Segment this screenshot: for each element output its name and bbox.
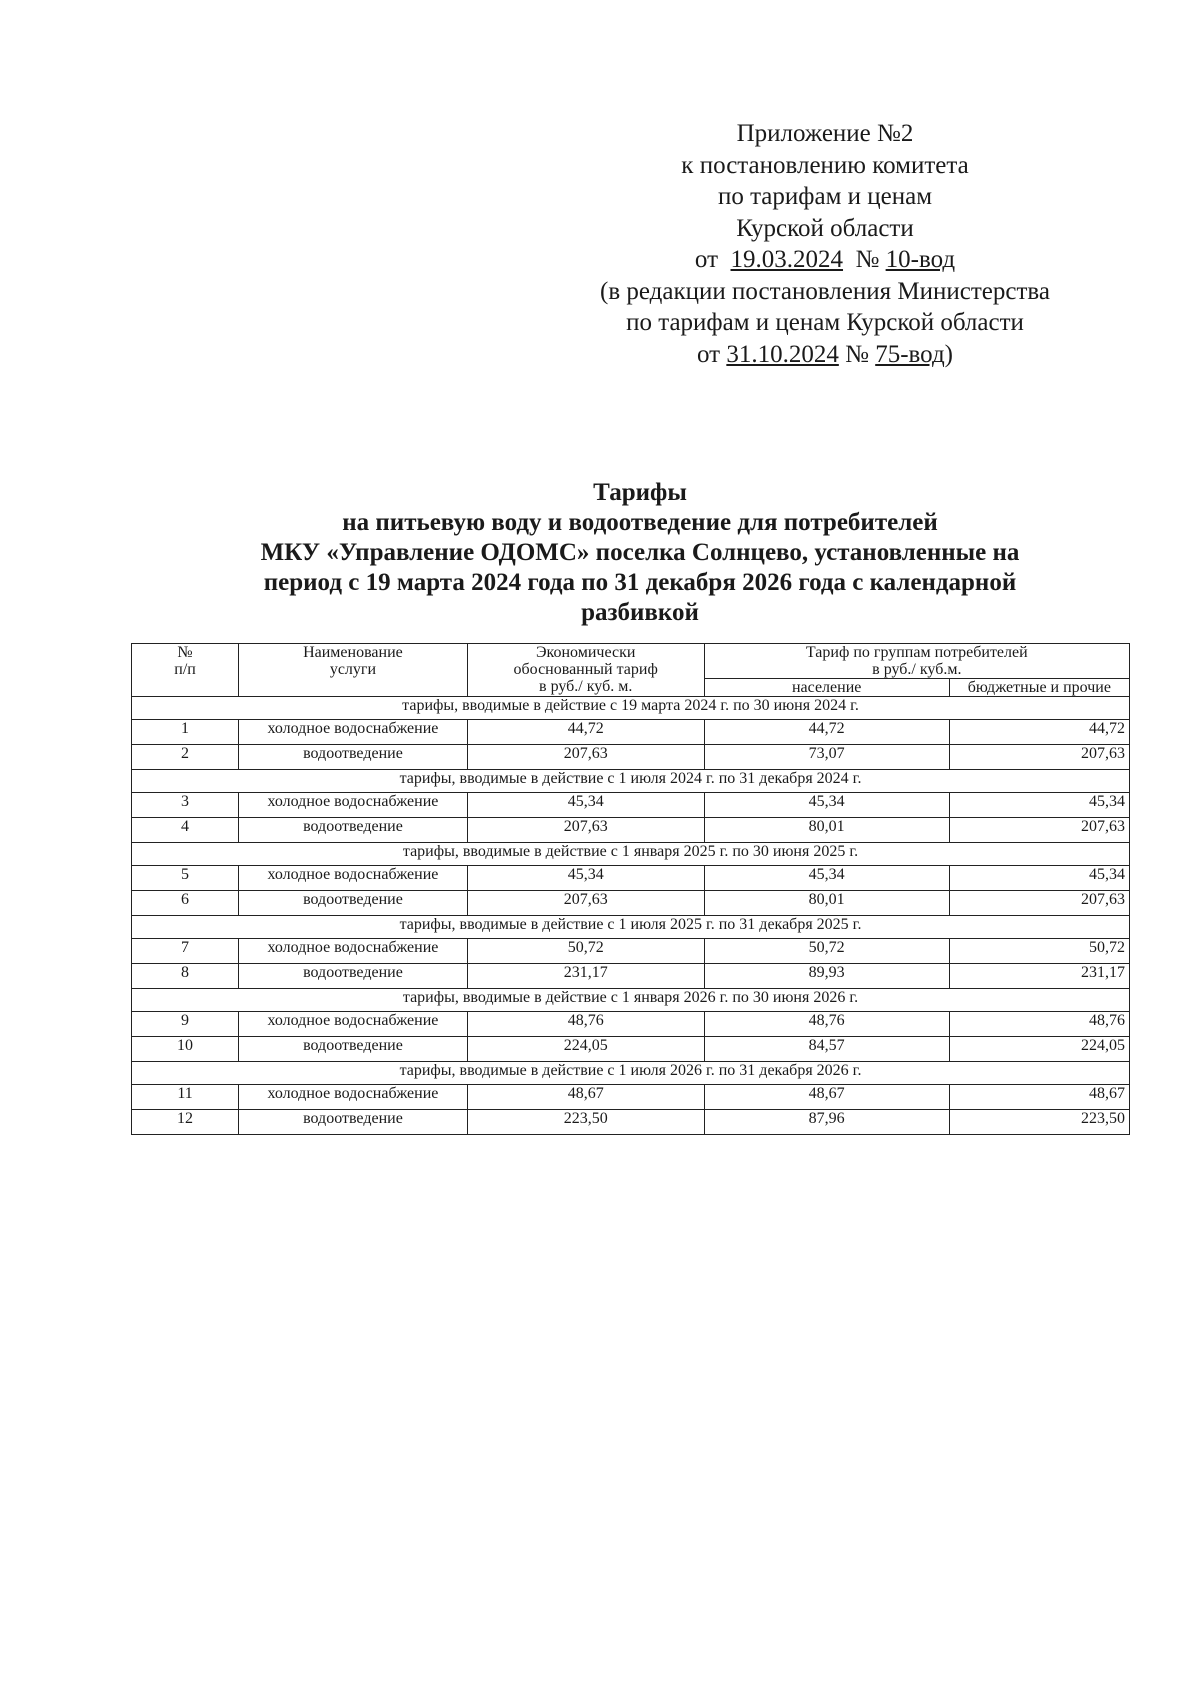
period-label: тарифы, вводимые в действие с 1 января 2025 г. по 30 июня 2025 г.: [132, 843, 1130, 866]
table-row: [132, 939, 1130, 964]
period-row: [132, 697, 1130, 720]
table-row: [132, 818, 1130, 843]
period-row: [132, 843, 1130, 866]
header-number: № п/п: [132, 644, 239, 697]
appendix-resolution-line: к постановлению комитета: [681, 151, 969, 179]
header-economic-tariff: Экономически обоснованный тариф в руб./ куб. м.: [467, 644, 704, 697]
header-budget: бюджетные и прочие: [949, 679, 1129, 697]
service-name: холодное водоснабжение: [239, 1085, 468, 1110]
appendix-region-line: Курской области: [736, 214, 914, 242]
table-row: [132, 745, 1130, 770]
population-tariff: 45,34: [704, 793, 949, 818]
period-label: тарифы, вводимые в действие с 1 июля 2026 г. по 31 декабря 2026 г.: [132, 1062, 1130, 1085]
table-row: [132, 720, 1130, 745]
period-row: [132, 916, 1130, 939]
row-number: 2: [132, 745, 239, 770]
population-tariff: 44,72: [704, 720, 949, 745]
appendix-committee-line: по тарифам и ценам: [717, 183, 933, 210]
title-line-2: на питьевую воду и водоотведение для потребителей: [342, 509, 938, 536]
service-name: холодное водоснабжение: [239, 793, 468, 818]
service-name: водоотведение: [239, 964, 468, 989]
edition-date-prefix: от: [696, 340, 721, 368]
economic-tariff: 45,34: [467, 866, 704, 891]
service-name: водоотведение: [239, 1110, 468, 1135]
budget-tariff: 207,63: [949, 745, 1129, 770]
budget-tariff: 48,76: [949, 1012, 1129, 1037]
service-name: холодное водоснабжение: [239, 939, 468, 964]
population-tariff: 48,67: [704, 1085, 949, 1110]
service-name: холодное водоснабжение: [239, 866, 468, 891]
appendix-date: 19.03.2024: [730, 246, 844, 273]
table-row: [132, 964, 1130, 989]
service-name: водоотведение: [239, 891, 468, 916]
population-tariff: 50,72: [704, 939, 949, 964]
table-row: [132, 1037, 1130, 1062]
service-name: холодное водоснабжение: [239, 720, 468, 745]
edition-suffix: ): [944, 340, 953, 368]
tariff-table: [131, 643, 1130, 1135]
row-number: 1: [132, 720, 239, 745]
economic-tariff: 207,63: [467, 891, 704, 916]
row-number: 12: [132, 1110, 239, 1135]
budget-tariff: 48,67: [949, 1085, 1129, 1110]
table-row: [132, 866, 1130, 891]
edition-number: 75-вод: [875, 340, 945, 368]
economic-tariff: 223,50: [467, 1110, 704, 1135]
period-label: тарифы, вводимые в действие с 19 марта 2024 г. по 30 июня 2024 г.: [132, 697, 1130, 720]
appendix-number-label: №: [855, 246, 880, 273]
population-tariff: 89,93: [704, 964, 949, 989]
row-number: 6: [132, 891, 239, 916]
edition-number-label: №: [845, 340, 869, 368]
service-name: холодное водоснабжение: [239, 1012, 468, 1037]
row-number: 5: [132, 866, 239, 891]
table-row: [132, 1110, 1130, 1135]
economic-tariff: 44,72: [467, 720, 704, 745]
title-line-1: Тарифы: [593, 479, 687, 506]
row-number: 10: [132, 1037, 239, 1062]
tariff-table-body: [132, 697, 1130, 1135]
budget-tariff: 223,50: [949, 1110, 1129, 1135]
economic-tariff: 48,67: [467, 1085, 704, 1110]
period-row: [132, 989, 1130, 1012]
period-label: тарифы, вводимые в действие с 1 июля 2025 г. по 31 декабря 2025 г.: [132, 916, 1130, 939]
title-line-5: разбивкой: [581, 599, 699, 626]
row-number: 8: [132, 964, 239, 989]
appendix-header: [560, 118, 1090, 370]
appendix-date-prefix: от: [694, 246, 719, 273]
population-tariff: 45,34: [704, 866, 949, 891]
population-tariff: 80,01: [704, 818, 949, 843]
table-row: [132, 793, 1130, 818]
table-row: [132, 891, 1130, 916]
economic-tariff: 224,05: [467, 1037, 704, 1062]
appendix-date-line: [560, 244, 1090, 276]
economic-tariff: 231,17: [467, 964, 704, 989]
population-tariff: 84,57: [704, 1037, 949, 1062]
row-number: 4: [132, 818, 239, 843]
row-number: 7: [132, 939, 239, 964]
population-tariff: 73,07: [704, 745, 949, 770]
row-number: 11: [132, 1085, 239, 1110]
budget-tariff: 207,63: [949, 891, 1129, 916]
economic-tariff: 48,76: [467, 1012, 704, 1037]
service-name: водоотведение: [239, 1037, 468, 1062]
period-label: тарифы, вводимые в действие с 1 января 2026 г. по 30 июня 2026 г.: [132, 989, 1130, 1012]
budget-tariff: 45,34: [949, 793, 1129, 818]
budget-tariff: 45,34: [949, 866, 1129, 891]
table-row: [132, 1085, 1130, 1110]
budget-tariff: 231,17: [949, 964, 1129, 989]
appendix-edition-date-line: [560, 339, 1090, 371]
population-tariff: 48,76: [704, 1012, 949, 1037]
budget-tariff: 50,72: [949, 939, 1129, 964]
appendix-edition-line: (в редакции постановления Министерства: [600, 277, 1050, 305]
header-service: Наименование услуги: [239, 644, 468, 697]
economic-tariff: 45,34: [467, 793, 704, 818]
budget-tariff: 44,72: [949, 720, 1129, 745]
economic-tariff: 50,72: [467, 939, 704, 964]
economic-tariff: 207,63: [467, 745, 704, 770]
title-line-3: МКУ «Управление ОДОМС» поселка Солнцево, установленные на: [260, 539, 1020, 566]
budget-tariff: 224,05: [949, 1037, 1129, 1062]
economic-tariff: 207,63: [467, 818, 704, 843]
period-row: [132, 770, 1130, 793]
budget-tariff: 207,63: [949, 818, 1129, 843]
appendix-number: Приложение №2: [736, 120, 914, 147]
appendix-resolution-number: 10-вод: [885, 246, 956, 273]
header-population: население: [704, 679, 949, 697]
service-name: водоотведение: [239, 745, 468, 770]
row-number: 9: [132, 1012, 239, 1037]
appendix-ministry-line: по тарифам и ценам Курской области: [626, 309, 1024, 336]
header-consumer-groups: Тариф по группам потребителей в руб./ куб.м.: [704, 644, 1129, 679]
title-line-4: период с 19 марта 2024 года по 31 декабря 2026 года с календарной: [263, 569, 1017, 596]
population-tariff: 80,01: [704, 891, 949, 916]
table-row: [132, 1012, 1130, 1037]
row-number: 3: [132, 793, 239, 818]
period-label: тарифы, вводимые в действие с 1 июля 2024 г. по 31 декабря 2024 г.: [132, 770, 1130, 793]
period-row: [132, 1062, 1130, 1085]
document-title: [160, 478, 1120, 628]
service-name: водоотведение: [239, 818, 468, 843]
population-tariff: 87,96: [704, 1110, 949, 1135]
edition-date: 31.10.2024: [726, 340, 839, 368]
